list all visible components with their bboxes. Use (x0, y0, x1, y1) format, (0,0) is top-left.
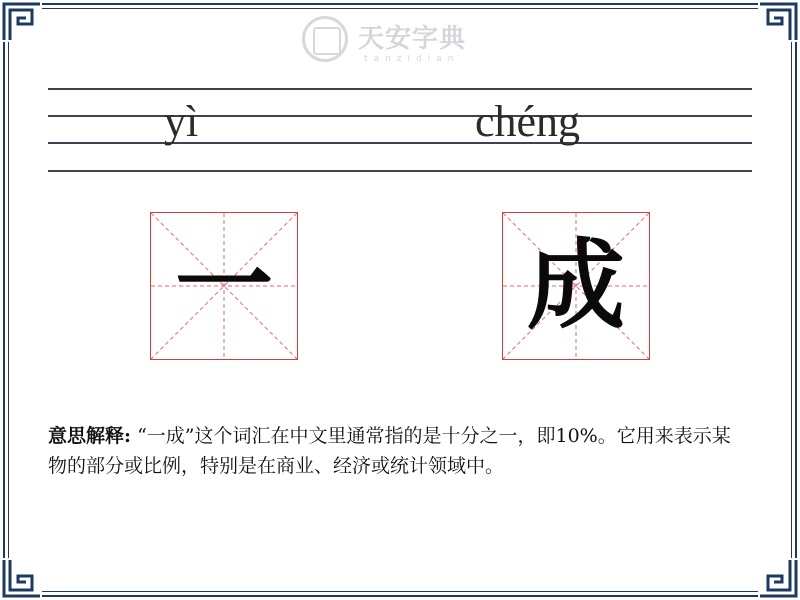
pinyin-cheng: chéng (475, 97, 581, 146)
site-logo (302, 16, 502, 70)
character-cheng: 成 (526, 229, 625, 343)
meaning-text: “一成”这个词汇在中文里通常指的是十分之一，即10%。它用来表示某物的部分或比例，特别是在商业、经济或统计领域中。 (48, 425, 731, 477)
meaning-label: 意思解释: (48, 425, 132, 447)
corner-ornament-top-left (2, 2, 42, 42)
logo-subtitle: tanzidian (364, 54, 460, 64)
logo-name: 天安字典 (358, 24, 467, 54)
corner-ornament-bottom-right (758, 558, 798, 598)
pinyin-lines (48, 88, 752, 172)
pinyin-line (48, 88, 752, 90)
pinyin-line (48, 142, 752, 144)
corner-ornament-top-right (758, 2, 798, 42)
corner-ornament-bottom-left (2, 558, 42, 598)
character-grid-cheng (502, 212, 650, 360)
meaning-paragraph (48, 421, 748, 481)
pinyin-line (48, 170, 752, 172)
character-grid-yi (150, 212, 298, 360)
character-yi: 一 (174, 229, 273, 343)
pinyin-yi: yì (164, 97, 199, 146)
logo-seal-icon (302, 16, 348, 62)
pinyin-line (48, 115, 752, 117)
